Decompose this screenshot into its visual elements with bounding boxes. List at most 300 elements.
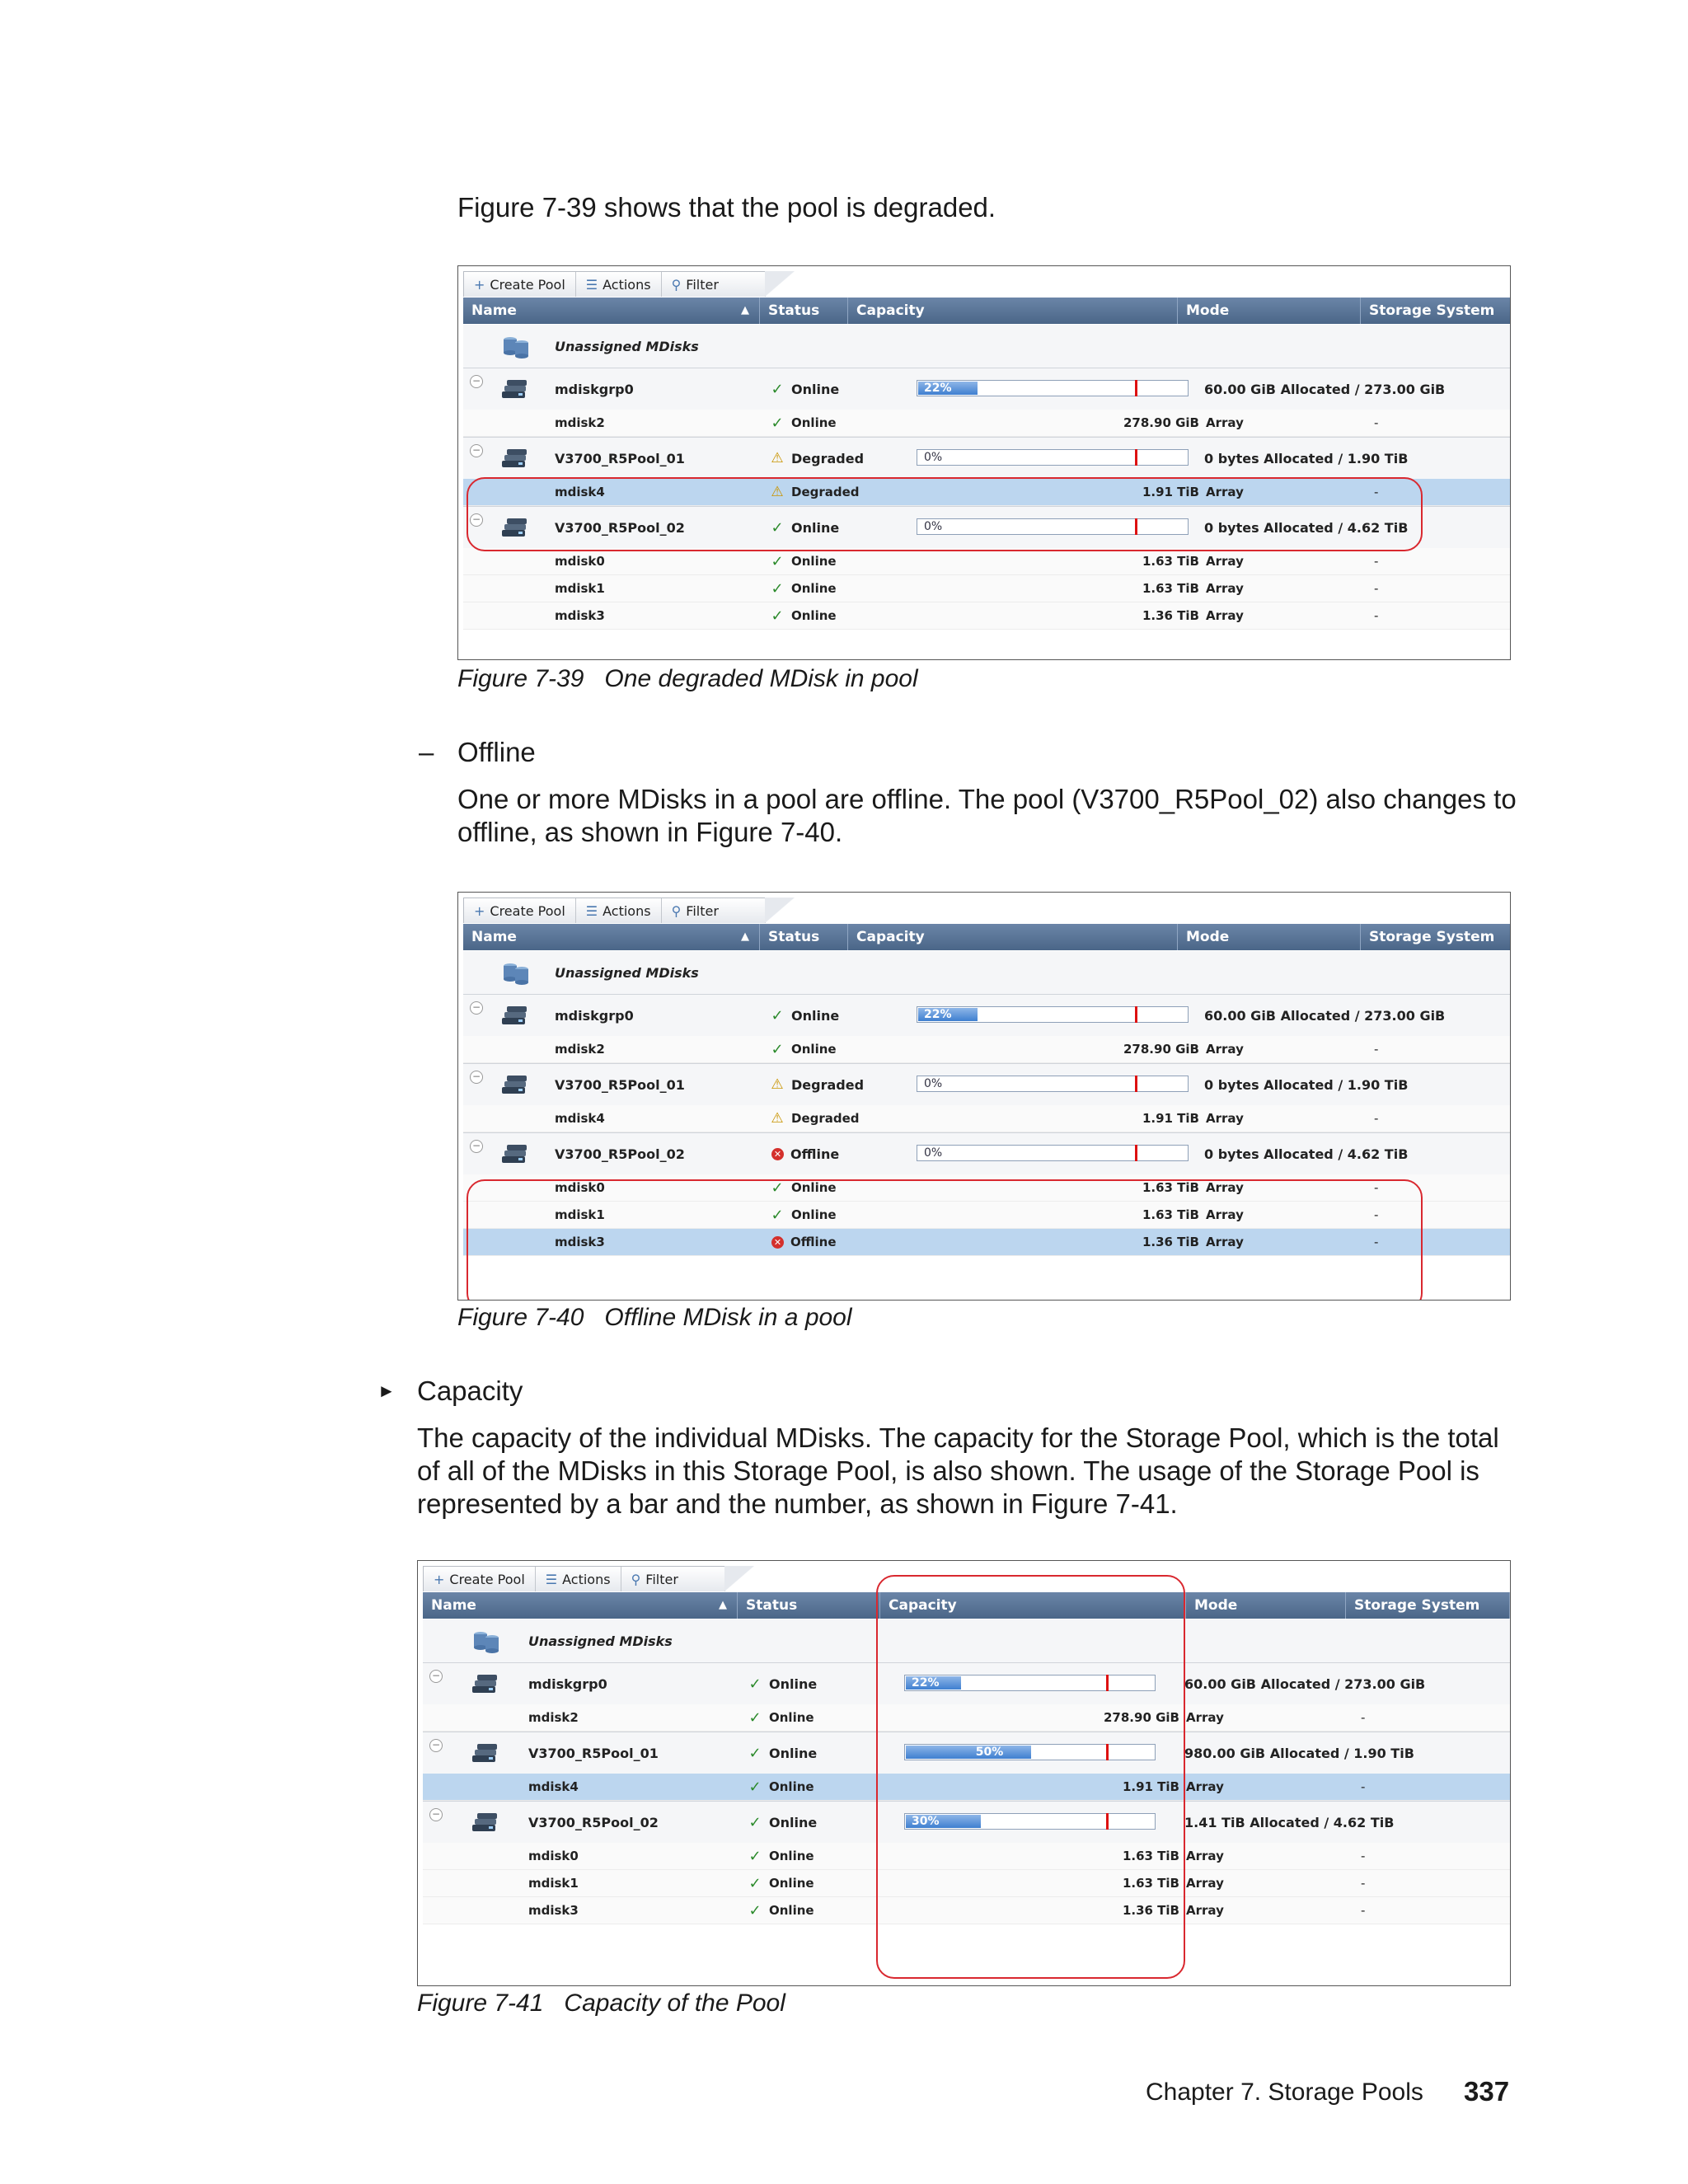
status-cell <box>748 1774 814 1800</box>
collapse-icon[interactable]: − <box>470 444 483 457</box>
capacity-warning-threshold-mark <box>1135 380 1137 396</box>
list-icon: ☰ <box>585 902 598 919</box>
plus-icon: + <box>474 902 485 919</box>
mdisk-row[interactable] <box>463 602 1510 630</box>
column-header-label: Name <box>471 302 517 319</box>
column-header-label: Storage System <box>1354 1597 1480 1614</box>
status-text: Degraded <box>791 485 860 499</box>
pool-name: V3700_R5Pool_02 <box>555 519 685 536</box>
capacity-percent: 0% <box>924 451 943 464</box>
check-icon: ✓ <box>771 1179 784 1197</box>
column-header-status[interactable] <box>738 1592 880 1619</box>
create-pool-button[interactable] <box>424 1567 536 1591</box>
column-header-label: Mode <box>1186 929 1230 945</box>
column-header-label: Name <box>431 1597 476 1614</box>
unassigned-disks-icon <box>471 1629 502 1651</box>
mdisk-capacity: 1.63 TiB <box>1142 554 1199 569</box>
mdisk-row[interactable] <box>463 479 1510 506</box>
pool-name: mdiskgrp0 <box>528 1675 607 1692</box>
mdisk-mode: Array <box>1206 1042 1244 1057</box>
check-icon: ✓ <box>771 1006 784 1024</box>
grid-header <box>463 924 1510 950</box>
column-header-storage-system[interactable] <box>1361 298 1511 324</box>
mdisk-row[interactable] <box>463 1174 1510 1202</box>
actions-label: Actions <box>603 276 651 293</box>
check-icon: ✓ <box>748 1874 762 1892</box>
warning-icon: ⚠ <box>771 450 784 466</box>
mdisk-row[interactable] <box>423 1897 1510 1924</box>
status-text: Online <box>769 1876 814 1891</box>
pool-name: V3700_R5Pool_02 <box>528 1814 659 1830</box>
mdisk-capacity: 1.63 TiB <box>1142 1180 1199 1195</box>
collapse-icon[interactable]: − <box>429 1808 443 1821</box>
mdisk-capacity: 1.91 TiB <box>1142 1111 1199 1126</box>
status-cell <box>748 1802 817 1843</box>
collapse-icon[interactable]: − <box>470 375 483 388</box>
storage-pool-icon <box>471 1811 502 1833</box>
pools-grid <box>423 1592 1510 1985</box>
status-text: Online <box>791 519 840 536</box>
mdisk-mode: Array <box>1186 1779 1224 1794</box>
filter-button[interactable] <box>662 272 729 297</box>
collapse-icon[interactable]: − <box>470 1140 483 1153</box>
mdisk-row[interactable] <box>463 575 1510 602</box>
mdisk-storage-system: - <box>1374 1111 1379 1126</box>
status-text: Online <box>791 608 837 623</box>
pool-allocated-text: 1.41 TiB Allocated / 4.62 TiB <box>1184 1814 1395 1830</box>
actions-label: Actions <box>562 1571 611 1587</box>
status-text: Offline <box>790 1146 840 1162</box>
mdisk-capacity: 1.36 TiB <box>1122 1903 1179 1918</box>
storage-pool-icon <box>500 448 532 469</box>
mdisk-name: mdisk4 <box>555 1111 605 1126</box>
capacity-percent: 0% <box>924 520 943 533</box>
create-pool-button[interactable] <box>464 272 576 297</box>
storage-pool-icon <box>500 1143 532 1165</box>
mdisk-name: mdisk1 <box>555 1207 605 1222</box>
status-cell <box>770 575 837 602</box>
capacity-percent: 0% <box>924 1146 943 1160</box>
mdisk-capacity: 1.63 TiB <box>1122 1849 1179 1863</box>
mdisk-mode: Array <box>1206 1235 1244 1249</box>
capacity-percent: 30% <box>912 1815 940 1828</box>
status-cell <box>770 995 839 1036</box>
check-icon: ✓ <box>748 1778 762 1796</box>
pool-toolbar <box>423 1566 725 1591</box>
pool-allocated-text: 0 bytes Allocated / 1.90 TiB <box>1204 1076 1409 1093</box>
capacity-usage-bar <box>904 1744 1156 1760</box>
pool-row[interactable] <box>423 1662 1510 1705</box>
pool-row[interactable] <box>423 1732 1510 1774</box>
mdisk-row[interactable] <box>463 410 1510 437</box>
mdisk-mode: Array <box>1206 485 1244 499</box>
column-header-label: Status <box>768 929 820 945</box>
status-cell <box>770 410 837 436</box>
capacity-warning-threshold-mark <box>1135 1006 1137 1023</box>
pool-allocated-text: 0 bytes Allocated / 4.62 TiB <box>1204 1146 1409 1162</box>
capacity-usage-bar <box>917 380 1189 396</box>
column-header-label: Name <box>471 929 517 945</box>
status-cell <box>770 438 864 479</box>
mdisk-capacity: 1.91 TiB <box>1142 485 1199 499</box>
filter-label: Filter <box>686 276 719 293</box>
unassigned-disks-icon <box>500 335 532 356</box>
offline-paragraph: One or more MDisks in a pool are offline. The pool (V3700_R5Pool_02) also changes to offline, as shown in Figure 7-40. <box>457 784 1517 847</box>
sort-ascending-icon[interactable]: ▲ <box>741 304 749 316</box>
status-cell <box>748 1870 814 1896</box>
check-icon: ✓ <box>748 1847 762 1865</box>
mdisk-name: mdisk3 <box>555 1235 605 1249</box>
check-icon: ✓ <box>771 1040 784 1058</box>
check-icon: ✓ <box>748 1744 762 1762</box>
check-icon: ✓ <box>771 1206 784 1224</box>
pool-toolbar <box>463 898 766 923</box>
capacity-usage-bar <box>904 1813 1156 1830</box>
pool-row[interactable] <box>463 437 1510 480</box>
status-text: Degraded <box>791 450 865 466</box>
mdisk-row[interactable] <box>463 1229 1510 1256</box>
capacity-percent: 22% <box>924 1008 952 1021</box>
filter-button[interactable] <box>621 1567 688 1591</box>
status-text: Degraded <box>791 1111 860 1126</box>
figure-7-40-screenshot <box>457 892 1511 1301</box>
mdisk-mode: Array <box>1206 608 1244 623</box>
check-icon: ✓ <box>771 518 784 537</box>
collapse-icon[interactable]: − <box>429 1739 443 1752</box>
column-header-capacity[interactable] <box>848 924 1178 950</box>
create-pool-label: Create Pool <box>490 902 565 919</box>
actions-button[interactable] <box>576 272 662 297</box>
capacity-percent: 22% <box>924 382 952 395</box>
pool-name: mdiskgrp0 <box>555 1007 634 1024</box>
storage-pool-icon <box>471 1742 502 1764</box>
search-icon: ⚲ <box>631 1571 641 1587</box>
pool-allocated-text: 0 bytes Allocated / 1.90 TiB <box>1204 450 1409 466</box>
sort-ascending-icon[interactable]: ▲ <box>719 1599 727 1611</box>
status-cell <box>770 1229 837 1255</box>
mdisk-name: mdisk0 <box>528 1849 579 1863</box>
mdisk-row[interactable] <box>423 1774 1510 1801</box>
column-header-label: Status <box>768 302 820 319</box>
intro-paragraph: Figure 7-39 shows that the pool is degraded. <box>457 192 996 223</box>
status-cell <box>770 602 837 629</box>
mdisk-name: mdisk1 <box>555 581 605 596</box>
check-icon: ✓ <box>771 414 784 432</box>
status-text: Online <box>791 1207 837 1222</box>
search-icon: ⚲ <box>671 902 682 919</box>
column-header-storage-system[interactable] <box>1346 1592 1510 1619</box>
collapse-icon[interactable]: − <box>470 1001 483 1015</box>
column-header-name[interactable] <box>463 924 760 950</box>
column-header-label: Capacity <box>856 302 925 319</box>
status-cell <box>748 1897 814 1924</box>
column-header-status[interactable] <box>760 924 848 950</box>
mdisk-name: mdisk3 <box>528 1903 579 1918</box>
unassigned-mdisks-label: Unassigned MDisks <box>555 964 699 981</box>
pool-row[interactable] <box>463 994 1510 1037</box>
status-cell <box>770 1133 839 1174</box>
status-cell <box>748 1663 817 1704</box>
footer-page-number: 337 <box>1464 2076 1510 2107</box>
status-text: Online <box>791 581 837 596</box>
pool-allocated-text: 0 bytes Allocated / 4.62 TiB <box>1204 519 1409 536</box>
mdisk-capacity: 1.91 TiB <box>1122 1779 1179 1794</box>
grid-header <box>463 298 1510 324</box>
capacity-heading: Capacity <box>417 1376 523 1406</box>
storage-pool-icon <box>500 378 532 400</box>
storage-pool-icon <box>500 1074 532 1095</box>
capacity-warning-threshold-mark <box>1106 1675 1109 1691</box>
pool-row[interactable] <box>463 506 1510 549</box>
pools-grid <box>463 298 1510 659</box>
mdisk-capacity: 278.90 GiB <box>1123 415 1199 430</box>
column-header-capacity[interactable] <box>880 1592 1186 1619</box>
status-text: Online <box>769 1675 818 1692</box>
capacity-percent: 22% <box>912 1676 940 1690</box>
check-icon: ✓ <box>748 1708 762 1727</box>
create-pool-label: Create Pool <box>490 276 565 293</box>
mdisk-storage-system: - <box>1374 1207 1379 1222</box>
mdisk-storage-system: - <box>1361 1903 1366 1918</box>
mdisk-name: mdisk0 <box>555 554 605 569</box>
mdisk-mode: Array <box>1206 1111 1244 1126</box>
plus-icon: + <box>474 276 485 293</box>
capacity-usage-bar <box>917 1145 1189 1161</box>
status-text: Offline <box>790 1235 837 1249</box>
mdisk-row[interactable] <box>463 1202 1510 1229</box>
pool-row[interactable] <box>463 1132 1510 1175</box>
status-text: Online <box>769 1814 818 1830</box>
error-icon: ✕ <box>771 1236 784 1249</box>
capacity-percent: 50% <box>975 1746 1004 1759</box>
pool-row[interactable] <box>463 1063 1510 1106</box>
grid-header <box>423 1592 1510 1619</box>
capacity-percent: 0% <box>924 1077 943 1090</box>
capacity-warning-threshold-mark <box>1106 1744 1109 1760</box>
mdisk-name: mdisk2 <box>555 415 605 430</box>
mdisk-row[interactable] <box>423 1870 1510 1897</box>
status-cell <box>748 1843 814 1869</box>
search-icon: ⚲ <box>671 276 682 293</box>
storage-pool-icon <box>500 517 532 538</box>
mdisk-storage-system: - <box>1374 415 1379 430</box>
capacity-warning-threshold-mark <box>1135 1145 1137 1161</box>
filter-label: Filter <box>686 902 719 919</box>
mdisk-capacity: 1.36 TiB <box>1142 1235 1199 1249</box>
column-header-label: Storage System <box>1369 929 1495 945</box>
unassigned-mdisks-row[interactable] <box>423 1619 1510 1662</box>
collapse-icon[interactable]: − <box>470 1071 483 1084</box>
capacity-usage-bar <box>917 518 1189 535</box>
mdisk-storage-system: - <box>1374 485 1379 499</box>
actions-button[interactable] <box>536 1567 621 1591</box>
status-text: Online <box>791 554 837 569</box>
mdisk-row[interactable] <box>423 1704 1510 1732</box>
check-icon: ✓ <box>771 607 784 625</box>
capacity-usage-bar <box>917 1006 1189 1023</box>
status-text: Online <box>769 1710 814 1725</box>
capacity-usage-bar <box>917 449 1189 466</box>
mdisk-mode: Array <box>1206 1180 1244 1195</box>
figure-7-39-caption: Figure 7-39 One degraded MDisk in pool <box>457 665 918 692</box>
storage-pool-icon <box>500 1005 532 1026</box>
status-cell <box>748 1704 814 1731</box>
mdisk-storage-system: - <box>1374 554 1379 569</box>
status-cell <box>770 1105 860 1132</box>
column-header-label: Storage System <box>1369 302 1495 319</box>
status-text: Online <box>769 1903 814 1918</box>
mdisk-storage-system: - <box>1374 581 1379 596</box>
pool-name: V3700_R5Pool_02 <box>555 1146 685 1162</box>
status-cell <box>770 548 837 574</box>
unassigned-mdisks-label: Unassigned MDisks <box>555 338 699 354</box>
mdisk-mode: Array <box>1186 1710 1224 1725</box>
check-icon: ✓ <box>748 1901 762 1919</box>
column-header-mode[interactable] <box>1178 298 1361 324</box>
status-text: Online <box>769 1745 818 1761</box>
mdisk-name: mdisk4 <box>555 485 605 499</box>
unassigned-disks-icon <box>500 961 532 982</box>
column-header-name[interactable] <box>423 1592 738 1619</box>
mdisk-storage-system: - <box>1374 1042 1379 1057</box>
mdisk-capacity: 1.63 TiB <box>1142 1207 1199 1222</box>
mdisk-row[interactable] <box>463 548 1510 575</box>
collapse-icon[interactable]: − <box>429 1670 443 1683</box>
mdisk-storage-system: - <box>1361 1779 1366 1794</box>
mdisk-row[interactable] <box>423 1843 1510 1870</box>
pool-allocated-text: 60.00 GiB Allocated / 273.00 GiB <box>1204 381 1446 397</box>
status-text: Online <box>791 415 837 430</box>
mdisk-capacity: 1.63 TiB <box>1142 581 1199 596</box>
footer-chapter: Chapter 7. Storage Pools <box>1146 2079 1423 2106</box>
check-icon: ✓ <box>771 380 784 398</box>
mdisk-name: mdisk1 <box>528 1876 579 1891</box>
capacity-usage-fill <box>906 1746 1031 1759</box>
capacity-bullet: ► <box>377 1380 396 1401</box>
filter-label: Filter <box>645 1571 678 1587</box>
offline-heading: Offline <box>457 737 536 767</box>
mdisk-mode: Array <box>1206 415 1244 430</box>
list-icon: ☰ <box>545 1571 558 1587</box>
capacity-warning-threshold-mark <box>1135 1076 1137 1092</box>
unassigned-mdisks-row[interactable] <box>463 325 1510 368</box>
mdisk-mode: Array <box>1186 1903 1224 1918</box>
mdisk-capacity: 1.63 TiB <box>1122 1876 1179 1891</box>
pool-name: mdiskgrp0 <box>555 381 634 397</box>
mdisk-name: mdisk0 <box>555 1180 605 1195</box>
mdisk-capacity: 278.90 GiB <box>1104 1710 1179 1725</box>
capacity-warning-threshold-mark <box>1135 518 1137 535</box>
check-icon: ✓ <box>771 579 784 598</box>
mdisk-mode: Array <box>1186 1849 1224 1863</box>
capacity-paragraph: The capacity of the individual MDisks. The capacity for the Storage Pool, which is the total of all of the MDisks in this Storage Pool, is also shown. The usage of the Storage Pool is represented by a bar and the number, as shown in Figure 7-41. <box>417 1422 1499 1519</box>
pool-allocated-text: 980.00 GiB Allocated / 1.90 TiB <box>1184 1745 1414 1761</box>
column-header-label: Mode <box>1186 302 1230 319</box>
check-icon: ✓ <box>748 1813 762 1831</box>
pools-grid <box>463 924 1510 1300</box>
column-header-storage-system[interactable] <box>1361 924 1511 950</box>
figure-7-41-screenshot <box>417 1560 1511 1986</box>
mdisk-capacity: 1.36 TiB <box>1142 608 1199 623</box>
warning-icon: ⚠ <box>771 1110 784 1127</box>
capacity-usage-bar <box>904 1675 1156 1691</box>
column-header-mode[interactable] <box>1186 1592 1346 1619</box>
capacity-warning-threshold-mark <box>1135 449 1137 466</box>
sort-ascending-icon[interactable]: ▲ <box>741 930 749 943</box>
status-text: Online <box>791 381 840 397</box>
pool-name: V3700_R5Pool_01 <box>555 450 685 466</box>
status-cell <box>770 1036 837 1062</box>
status-cell <box>770 1174 837 1201</box>
column-header-status[interactable] <box>760 298 848 324</box>
mdisk-name: mdisk2 <box>528 1710 579 1725</box>
pool-allocated-text: 60.00 GiB Allocated / 273.00 GiB <box>1184 1675 1426 1692</box>
pool-allocated-text: 60.00 GiB Allocated / 273.00 GiB <box>1204 1007 1446 1024</box>
status-cell <box>770 368 839 410</box>
mdisk-storage-system: - <box>1361 1849 1366 1863</box>
pool-name: V3700_R5Pool_01 <box>528 1745 659 1761</box>
column-header-label: Capacity <box>889 1597 957 1614</box>
mdisk-storage-system: - <box>1361 1876 1366 1891</box>
mdisk-storage-system: - <box>1374 608 1379 623</box>
actions-label: Actions <box>603 902 651 919</box>
column-header-label: Capacity <box>856 929 925 945</box>
column-header-label: Mode <box>1194 1597 1238 1614</box>
column-header-capacity[interactable] <box>848 298 1178 324</box>
column-header-mode[interactable] <box>1178 924 1361 950</box>
mdisk-storage-system: - <box>1374 1180 1379 1195</box>
status-text: Online <box>791 1180 837 1195</box>
unassigned-mdisks-row[interactable] <box>463 951 1510 994</box>
plus-icon: + <box>434 1571 445 1587</box>
status-cell <box>748 1732 817 1774</box>
mdisk-capacity: 278.90 GiB <box>1123 1042 1199 1057</box>
collapse-icon[interactable]: − <box>470 513 483 527</box>
status-cell <box>770 1064 864 1105</box>
mdisk-mode: Array <box>1206 554 1244 569</box>
actions-button[interactable] <box>576 898 662 923</box>
status-text: Online <box>769 1779 814 1794</box>
status-text: Online <box>791 1007 840 1024</box>
storage-pool-icon <box>471 1673 502 1694</box>
status-cell <box>770 507 839 548</box>
column-header-label: Status <box>746 1597 798 1614</box>
figure-7-41-caption: Figure 7-41 Capacity of the Pool <box>417 1990 785 2017</box>
mdisk-row[interactable] <box>463 1105 1510 1132</box>
column-header-name[interactable] <box>463 298 760 324</box>
capacity-warning-threshold-mark <box>1106 1813 1109 1830</box>
pool-name: V3700_R5Pool_01 <box>555 1076 685 1093</box>
mdisk-name: mdisk2 <box>555 1042 605 1057</box>
status-text: Online <box>769 1849 814 1863</box>
mdisk-row[interactable] <box>463 1036 1510 1063</box>
create-pool-label: Create Pool <box>449 1571 525 1587</box>
pool-row[interactable] <box>463 368 1510 410</box>
error-icon: ✕ <box>771 1148 784 1160</box>
pool-row[interactable] <box>423 1801 1510 1844</box>
status-text: Degraded <box>791 1076 865 1093</box>
warning-icon: ⚠ <box>771 1076 784 1093</box>
create-pool-button[interactable] <box>464 898 576 923</box>
unassigned-mdisks-label: Unassigned MDisks <box>528 1633 673 1649</box>
filter-button[interactable] <box>662 898 729 923</box>
mdisk-mode: Array <box>1206 581 1244 596</box>
check-icon: ✓ <box>748 1675 762 1693</box>
figure-7-40-caption: Figure 7-40 Offline MDisk in a pool <box>457 1304 852 1331</box>
mdisk-mode: Array <box>1206 1207 1244 1222</box>
check-icon: ✓ <box>771 552 784 570</box>
figure-7-39-screenshot <box>457 265 1511 660</box>
